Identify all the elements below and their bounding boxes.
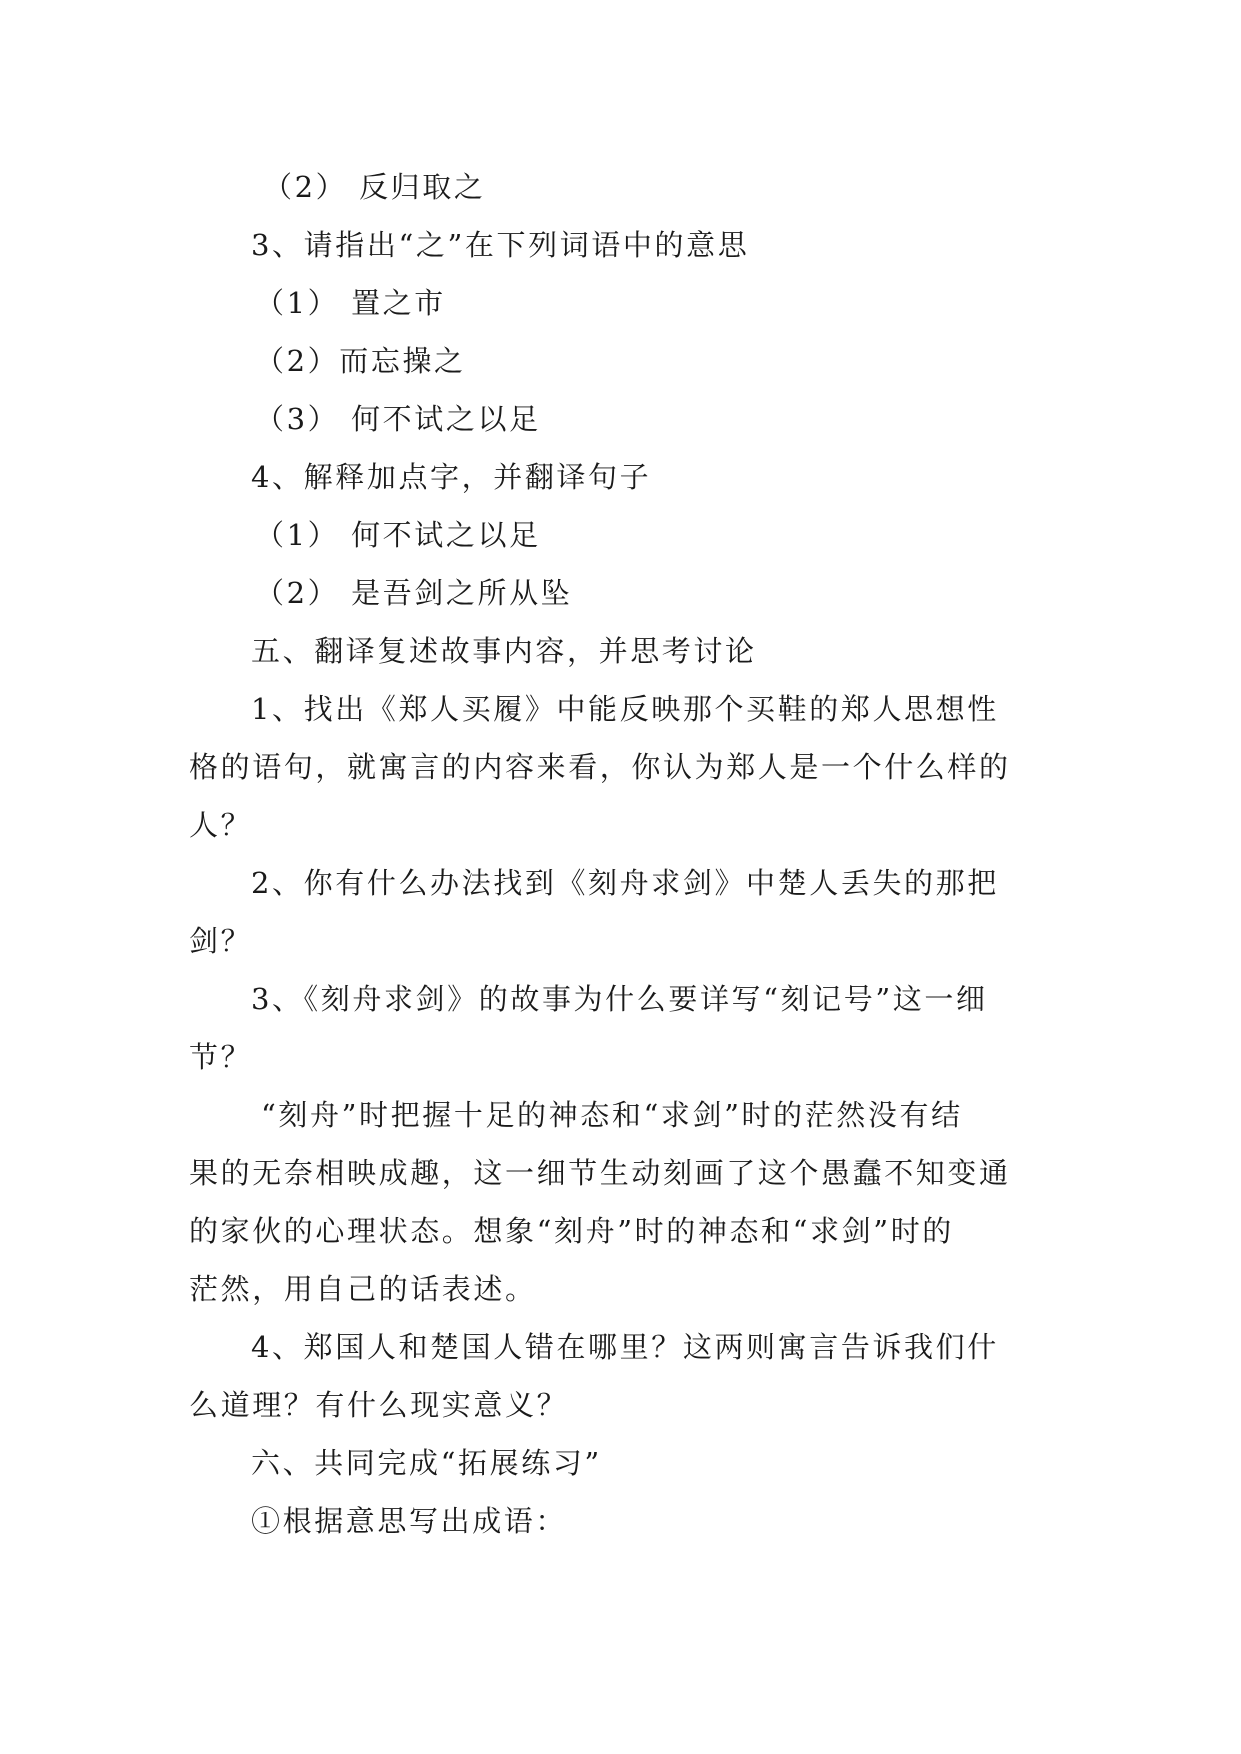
sub-item-3-he-bu-shi-zhi: （3） 何不试之以足 [255, 402, 541, 436]
question-3-heading: 3、请指出“之”在下列词语中的意思 [251, 228, 750, 262]
paragraph-line: 2、你有什么办法找到《刻舟求剑》中楚人丢失的那把 [251, 866, 999, 900]
paragraph-line: 1、找出《郑人买履》中能反映那个买鞋的郑人思想性 [251, 692, 999, 726]
discussion-question-3 [189, 970, 1059, 1086]
paragraph-line: 茫然，用自己的话表述。 [189, 1272, 537, 1306]
paragraph-line: 果的无奈相映成趣，这一细节生动刻画了这个愚蠢不知变通 [189, 1156, 1011, 1190]
paragraph-line: 人？ [189, 808, 253, 842]
document-body [189, 158, 1059, 1550]
paragraph-line: “刻舟”时把握十足的神态和“求剑”时的茫然没有结 [261, 1098, 963, 1132]
paragraph-line: 的家伙的心理状态。想象“刻舟”时的神态和“求剑”时的 [189, 1214, 954, 1248]
section-5-heading: 五、翻译复述故事内容，并思考讨论 [251, 634, 757, 668]
sub-item-2-shi-wu-jian: （2） 是吾剑之所从坠 [255, 576, 573, 610]
paragraph-line: 剑？ [189, 924, 253, 958]
paragraph-line: 3、《刻舟求剑》的故事为什么要详写“刻记号”这一细 [251, 982, 988, 1016]
paragraph-line: 格的语句，就寓言的内容来看，你认为郑人是一个什么样的 [189, 750, 1011, 784]
paragraph-line: 4、郑国人和楚国人错在哪里？这两则寓言告诉我们什 [251, 1330, 999, 1364]
discussion-question-4 [189, 1318, 1059, 1434]
sub-item-1-he-bu-shi-zhi: （1） 何不试之以足 [255, 518, 541, 552]
discussion-question-2 [189, 854, 1059, 970]
explanation-paragraph [189, 1086, 1059, 1318]
sub-item-2-fan-gui-qu-zhi: （2） 反归取之 [263, 170, 486, 204]
section-6-heading: 六、共同完成“拓展练习” [251, 1446, 602, 1480]
exercise-1-heading: ①根据意思写出成语： [251, 1504, 568, 1538]
sub-item-2-er-wang-cao-zhi: （2）而忘操之 [255, 344, 466, 378]
question-4-heading: 4、解释加点字，并翻译句子 [251, 460, 652, 494]
paragraph-line: 节？ [189, 1040, 253, 1074]
discussion-question-1 [189, 680, 1059, 854]
sub-item-1-zhi-zhi-shi: （1） 置之市 [255, 286, 446, 320]
paragraph-line: 么道理？有什么现实意义？ [189, 1388, 569, 1422]
